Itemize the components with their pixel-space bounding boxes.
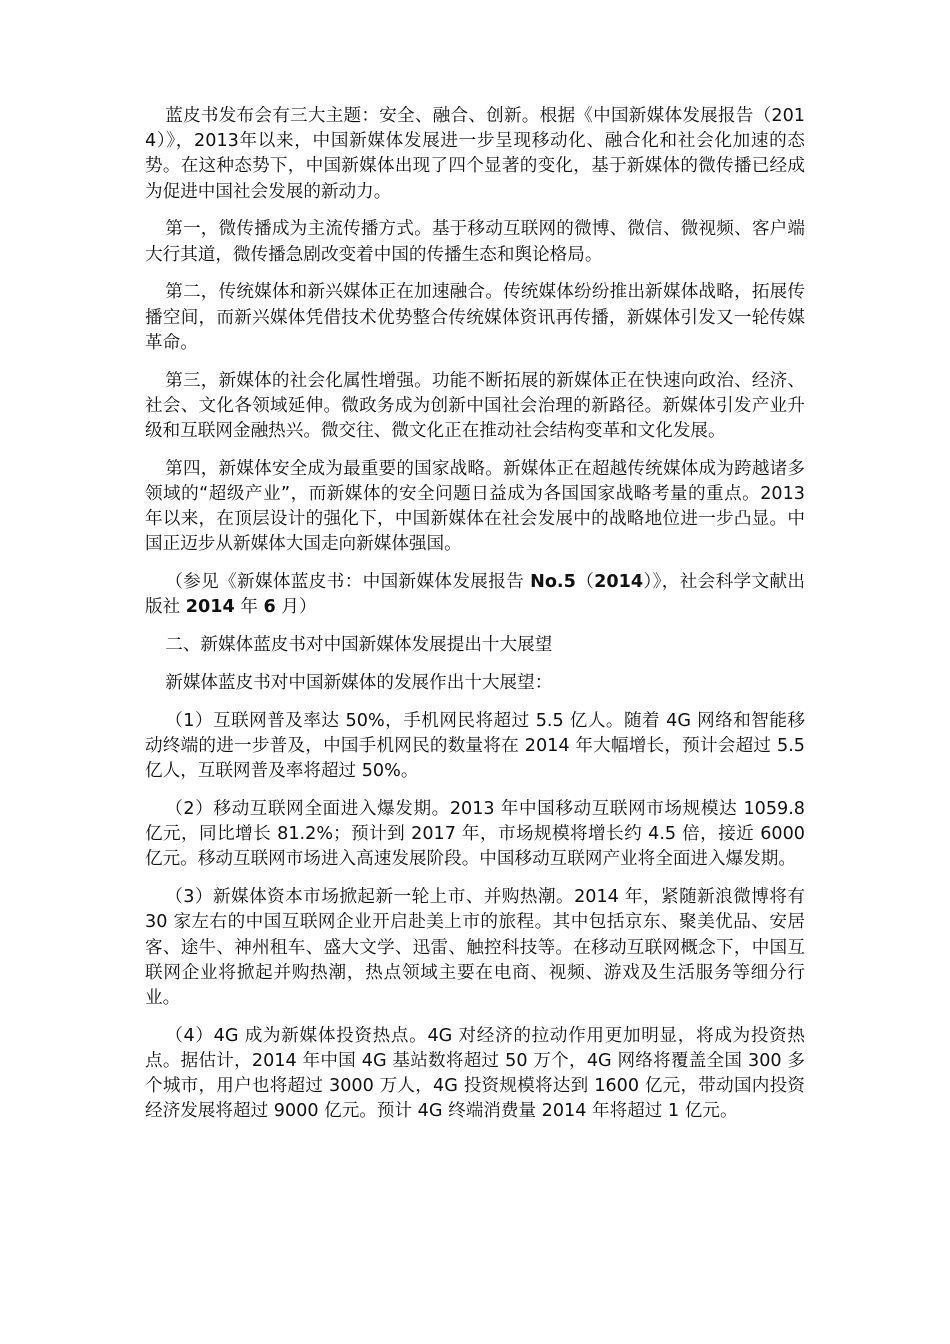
citation-paragraph (145, 570, 805, 620)
intro-paragraph: 蓝皮书发布会有三大主题：安全、融合、创新。根据《中国新媒体发展报告（2014）》，2013年以来，中国新媒体发展进一步呈现移动化、融合化和社会化加速的态势。在这种态势下，中国新媒体出现了四个显著的变化，基于新媒体的微传播已经成为促进中国社会发展的新动力。 (145, 106, 805, 202)
outlook-item-3: （3）新媒体资本市场掀起新一轮上市、并购热潮。2014 年，紧随新浪微博将有 30 家左右的中国互联网企业开启赴美上市的旅程。其中包括京东、聚美优品、安居客、途牛、神州租车、盛大文学、迅雷、触控科技等。在移动互联网概念下，中国互联网企业将掀起并购热潮，热点领域主要在电商、视频、游戏及生活服务等细分行业。 (145, 887, 805, 1009)
citation-publisher: ）》，社会科学文献出版社 (145, 572, 805, 618)
section-intro: 新媒体蓝皮书对中国新媒体的发展作出十大展望： (165, 673, 553, 694)
citation-publish-year: 2014 (185, 597, 235, 618)
document-body (145, 104, 805, 1137)
citation-publish-month: 6 (263, 597, 276, 618)
outlook-item-4: （4）4G 成为新媒体投资热点。4G 对经济的拉动作用更加明显，将成为投资热点。据估计，2014 年中国 4G 基站数将超过 50 万个，4G 网络将覆盖全国 300 多个城市，用户也将超过 3000 万人，4G 投资规模将达到 1600 亿元，带动国内投资经济发展将超过 9000 亿元。预计 4G 终端消费量 2014 年将超过 1 亿元。 (145, 1025, 805, 1122)
citation-paren-open: （ (575, 572, 595, 593)
citation-report-number: No.5 (530, 572, 576, 593)
citation-year-word: 年 (234, 597, 264, 618)
citation-report-year: 2014 (594, 572, 644, 593)
point-two-paragraph: 第二，传统媒体和新兴媒体正在加速融合。传统媒体纷纷推出新媒体战略，拓展传播空间，而新兴媒体凭借技术优势整合传统媒体资讯再传播，新媒体引发又一轮传媒革命。 (145, 282, 805, 353)
outlook-item-2: （2）移动互联网全面进入爆发期。2013 年中国移动互联网市场规模达 1059.8 亿元，同比增长 81.2%；预计到 2017 年，市场规模将增长约 4.5 倍，接近 6000 亿元。移动互联网市场进入高速发展阶段。中国移动互联网产业将全面进入爆发期。 (145, 799, 805, 870)
section-heading: 二、新媒体蓝皮书对中国新媒体发展提出十大展望 (165, 635, 553, 656)
point-one-paragraph: 第一，微传播成为主流传播方式。基于移动互联网的微博、微信、微视频、客户端大行其道，微传播急剧改变着中国的传播生态和舆论格局。 (145, 219, 805, 265)
point-three-paragraph: 第三，新媒体的社会化属性增强。功能不断拓展的新媒体正在快速向政治、经济、社会、文化各领域延伸。微政务成为创新中国社会治理的新路径。新媒体引发产业升级和互联网金融热兴。微交往、微文化正在推动社会结构变革和文化发展。 (145, 370, 805, 442)
point-four-paragraph: 第四，新媒体安全成为最重要的国家战略。新媒体正在超越传统媒体成为跨越诸多领域的“超级产业”，而新媒体的安全问题日益成为各国国家战略考量的重点。2013年以来，在顶层设计的强化下，中国新媒体在社会发展中的战略地位进一步凸显。中国正迈步从新媒体大国走向新媒体强国。 (145, 458, 805, 555)
citation-suffix: 月） (275, 597, 317, 618)
outlook-item-1: （1）互联网普及率达 50%，手机网民将超过 5.5 亿人。随着 4G 网络和智能移动终端的进一步普及，中国手机网民的数量将在 2014 年大幅增长，预计会超过 5.5 亿人，互联网普及率将超过 50%。 (145, 710, 805, 782)
citation-prefix: （参见《新媒体蓝皮书：中国新媒体发展报告 (165, 572, 531, 593)
